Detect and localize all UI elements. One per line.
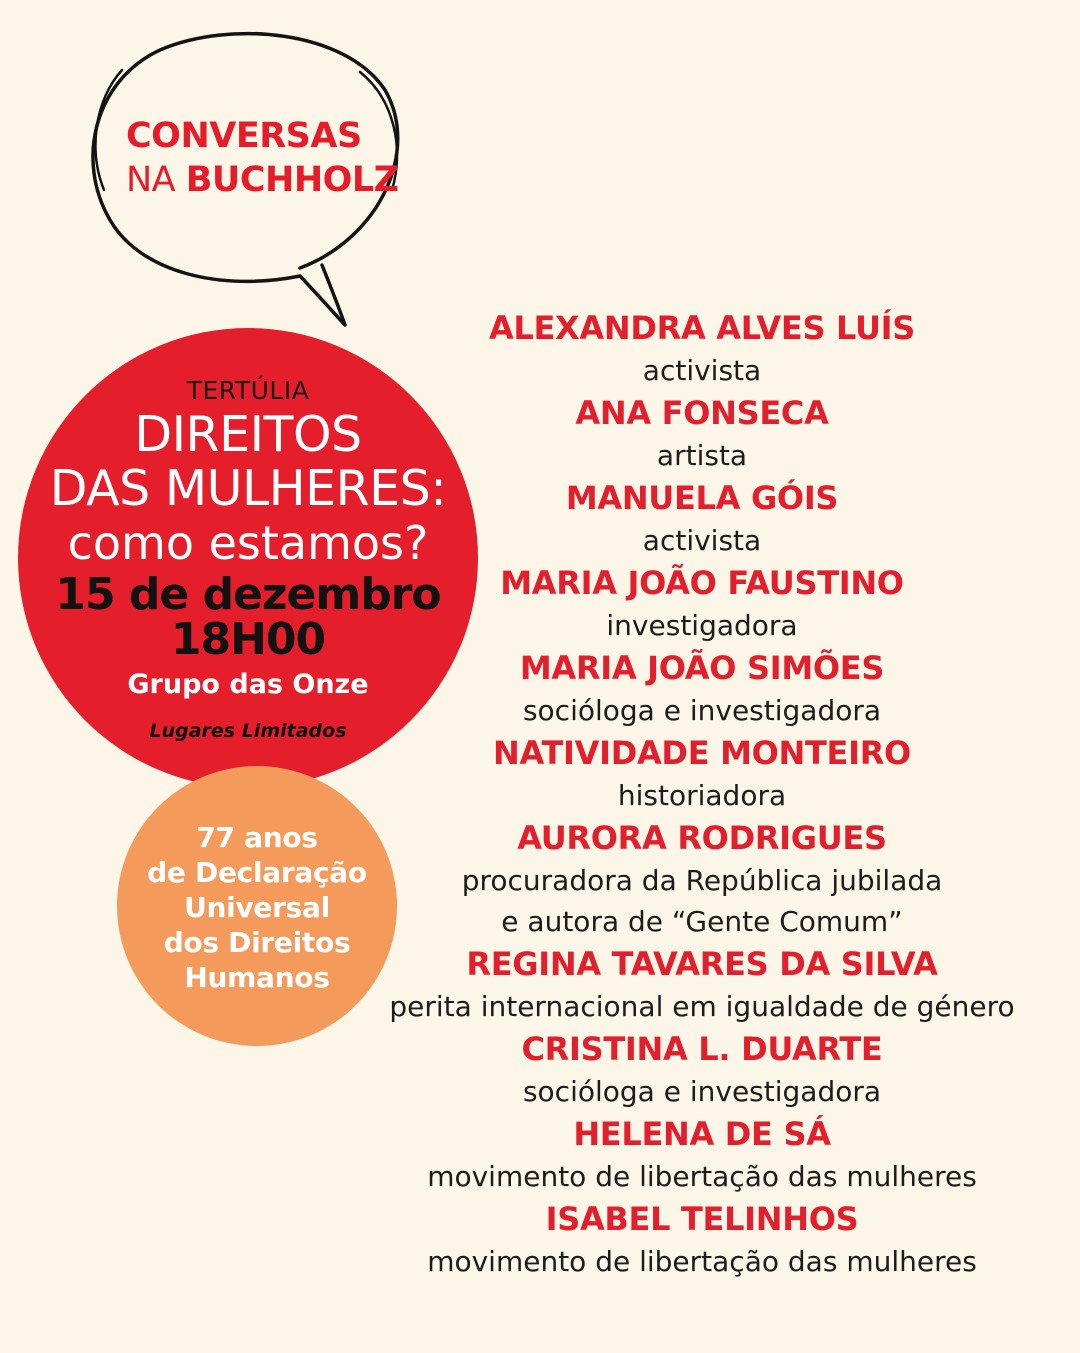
bubble-line-1: CONVERSAS	[126, 116, 362, 156]
speaker-role: socióloga e investigadora	[522, 1075, 882, 1108]
speaker-list	[362, 306, 1042, 1282]
event-venue: Grupo das Onze	[127, 669, 369, 700]
speaker-role: perita internacional em igualdade de género	[389, 990, 1015, 1023]
anniversary-text	[117, 820, 397, 995]
anniversary-line: dos Direitos	[163, 926, 351, 959]
speaker-role: e autora de “Gente Comum”	[501, 905, 903, 938]
speaker-name: HELENA DE SÁ	[573, 1115, 831, 1153]
speaker-role: activista	[642, 524, 762, 557]
anniversary-line: de Declaração	[147, 856, 367, 889]
speaker-name: MANUELA GÓIS	[565, 479, 839, 517]
event-kind: TERTÚLIA	[186, 376, 310, 405]
event-title-line-2: DAS MULHERES:	[49, 460, 447, 517]
speaker-role: socióloga e investigadora	[522, 694, 882, 727]
speaker-role: procuradora da República jubilada	[461, 864, 943, 897]
speaker-name: MARIA JOÃO SIMÕES	[519, 649, 885, 687]
speaker-name: CRISTINA L. DUARTE	[521, 1030, 883, 1068]
speaker-name: ALEXANDRA ALVES LUÍS	[488, 309, 916, 347]
speaker-name: MARIA JOÃO FAUSTINO	[500, 564, 904, 602]
event-time: 18H00	[170, 614, 326, 665]
speaker-role: investigadora	[606, 609, 798, 642]
speaker-role: movimento de libertação das mulheres	[427, 1245, 977, 1278]
bubble-title	[126, 114, 406, 202]
anniversary-line: Universal	[184, 891, 330, 924]
speaker-role: activista	[642, 354, 762, 387]
bubble-line-2-bold: BUCHHOLZ	[185, 160, 399, 200]
bubble-line-2	[126, 158, 406, 202]
event-date: 15 de dezembro	[55, 569, 441, 620]
event-note: Lugares Limitados	[149, 720, 347, 742]
speaker-role: artista	[656, 439, 748, 472]
anniversary-line: 77 anos	[196, 821, 318, 854]
event-title-line-1: DIREITOS	[134, 406, 362, 463]
speaker-role: historiadora	[617, 779, 787, 812]
speaker-name: REGINA TAVARES DA SILVA	[466, 945, 938, 983]
bubble-line-2-prefix: NA	[126, 160, 186, 200]
speaker-name: ANA FONSECA	[575, 394, 829, 432]
speaker-name: ISABEL TELINHOS	[545, 1200, 859, 1238]
speaker-name: NATIVIDADE MONTEIRO	[493, 734, 911, 772]
anniversary-line: Humanos	[184, 961, 330, 994]
event-subtitle: como estamos?	[67, 516, 429, 570]
speaker-role: movimento de libertação das mulheres	[427, 1160, 977, 1193]
speaker-name: AURORA RODRIGUES	[517, 819, 887, 857]
